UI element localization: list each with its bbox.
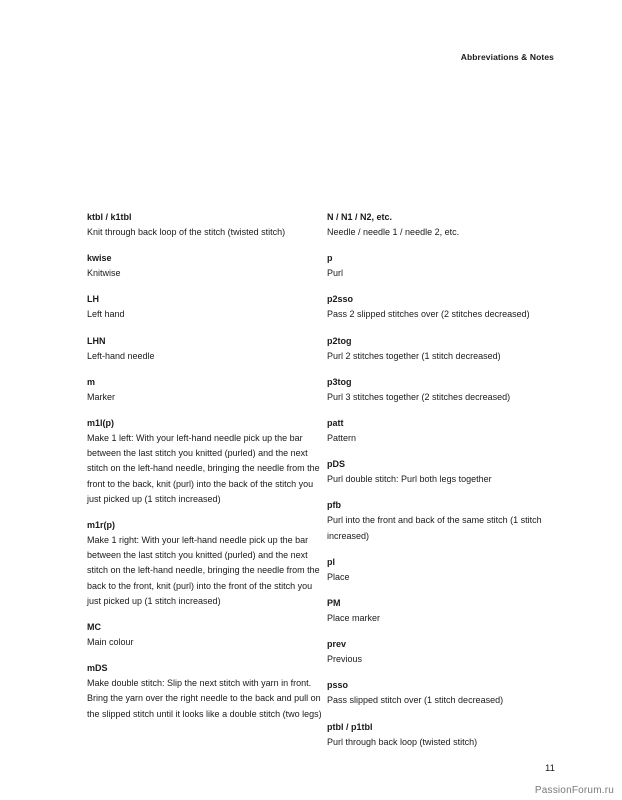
glossary-term: pDS <box>327 459 345 470</box>
glossary-definition: Left hand <box>87 309 125 320</box>
glossary-entry <box>87 376 323 405</box>
glossary-definition: Knit through back loop of the stitch (twisted stitch) <box>87 227 286 237</box>
glossary-entry <box>87 252 323 281</box>
glossary-definition: Make double stitch: Slip the next stitch with yarn in front. Bring the yarn over the right needle to the back and pull on the slipped stitch until it looks like a double stitch (two legs) <box>87 678 322 719</box>
glossary-entry <box>87 662 323 722</box>
glossary-definition: Pass 2 slipped stitches over (2 stitches decreased) <box>327 309 530 320</box>
glossary-entry <box>327 335 557 364</box>
glossary-definition: Purl double stitch: Purl both legs together <box>327 474 492 485</box>
glossary-entry <box>87 335 323 364</box>
glossary-definition: Needle / needle 1 / needle 2, etc. <box>327 227 460 237</box>
glossary-term: psso <box>327 680 349 691</box>
glossary-term: mDS <box>87 663 108 674</box>
glossary-definition: Main colour <box>87 637 134 648</box>
glossary-term: p3tog <box>327 376 352 387</box>
glossary-term: MC <box>87 622 101 633</box>
glossary-term: pl <box>327 556 335 567</box>
glossary-term: ktbl / k1tbl <box>87 212 132 222</box>
glossary-term: m1l(p) <box>87 418 114 429</box>
glossary-entry <box>327 252 557 281</box>
glossary-term: N / N1 / N2, etc. <box>327 212 393 222</box>
glossary-definition: Knitwise <box>87 268 121 279</box>
glossary-definition: Purl 2 stitches together (1 stitch decreased) <box>327 350 501 361</box>
glossary-term: p2tog <box>327 335 352 346</box>
glossary-definition: Purl 3 stitches together (2 stitches decreased) <box>327 391 511 402</box>
glossary-entry <box>327 597 557 626</box>
glossary-entry <box>327 458 557 487</box>
glossary-definition: Purl through back loop (twisted stitch) <box>327 736 478 747</box>
glossary-definition: Place marker <box>327 613 381 624</box>
glossary-entry <box>327 293 557 322</box>
glossary-entry <box>87 211 323 240</box>
glossary-term: m <box>87 376 96 387</box>
glossary-entry <box>87 417 323 507</box>
abbreviations-right-column <box>327 211 557 762</box>
glossary-entry <box>87 621 323 650</box>
glossary-definition: Make 1 left: With your left-hand needle pick up the bar between the last stitch you knitted (purled) and the next stitch on the left-hand needle, bringing the needle from the front to the back, knit (purl) into the back of the stitch you just picked up (1 stitch increased) <box>87 433 320 504</box>
glossary-definition: Previous <box>327 654 363 665</box>
glossary-definition: Marker <box>87 391 116 402</box>
glossary-entry <box>87 519 323 609</box>
glossary-term: pfb <box>327 500 341 511</box>
glossary-definition: Purl into the front and back of the same stitch (1 stitch increased) <box>327 515 542 541</box>
glossary-definition: Purl <box>327 268 344 279</box>
glossary-entry <box>327 417 557 446</box>
glossary-term: LHN <box>87 335 106 346</box>
glossary-term: m1r(p) <box>87 520 116 531</box>
glossary-definition: Make 1 right: With your left-hand needle pick up the bar between the last stitch you knitted (purled) and the next stitch on the left-hand needle, bringing the needle from the back to the front, knit (purl) into the front of the stitch you just picked up (1 stitch increased) <box>87 535 320 606</box>
glossary-term: prev <box>327 639 347 650</box>
glossary-entry <box>327 211 557 240</box>
glossary-entry <box>327 679 557 708</box>
glossary-entry <box>327 499 557 543</box>
glossary-term: PM <box>327 598 341 609</box>
glossary-term: p2sso <box>327 294 354 305</box>
glossary-term: p <box>327 253 333 264</box>
glossary-term: ptbl / p1tbl <box>327 721 373 732</box>
glossary-entry <box>87 293 323 322</box>
glossary-definition: Pattern <box>327 433 357 444</box>
glossary-definition: Left-hand needle <box>87 350 155 361</box>
glossary-definition: Place <box>327 571 350 582</box>
glossary-definition: Pass slipped stitch over (1 stitch decreased) <box>327 695 504 706</box>
page-number: 11 <box>545 763 555 774</box>
glossary-term: kwise <box>87 253 112 264</box>
glossary-term: LH <box>87 294 99 305</box>
running-head: Abbreviations & Notes <box>460 52 554 62</box>
glossary-entry <box>327 638 557 667</box>
abbreviations-left-column <box>87 211 323 734</box>
glossary-term: patt <box>327 418 344 429</box>
glossary-entry <box>327 376 557 405</box>
glossary-entry <box>327 721 557 750</box>
glossary-entry <box>327 556 557 585</box>
watermark: PassionForum.ru <box>534 785 614 796</box>
